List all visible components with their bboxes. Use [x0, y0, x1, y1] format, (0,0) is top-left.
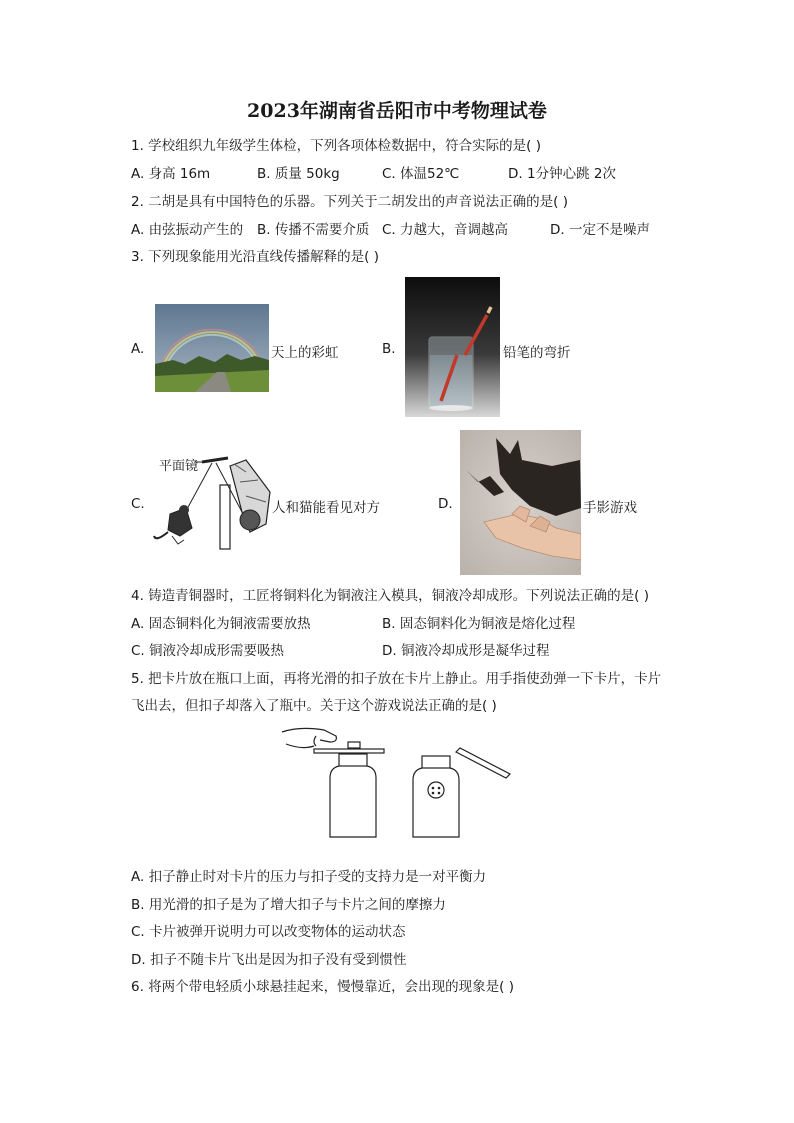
question-4-option-a: A. 固态铜料化为铜液需要放热	[131, 616, 311, 632]
page-title: 2023年湖南省岳阳市中考物理试卷	[247, 100, 547, 122]
question-2-option-c: C. 力越大，音调越高	[382, 222, 509, 238]
question-5-option-a: A. 扣子静止时对卡片的压力与扣子受的支持力是一对平衡力	[131, 869, 487, 885]
question-1-stem: 1. 学校组织九年级学生体检，下列各项体检数据中，符合实际的是( )	[131, 138, 541, 154]
question-3-option-a-caption: 天上的彩虹	[271, 345, 339, 361]
bottle-card-button-diagram	[280, 724, 515, 842]
question-1-option-c: C. 体温52℃	[382, 166, 460, 182]
question-5-option-d: D. 扣子不随卡片飞出是因为扣子没有受到惯性	[131, 952, 407, 968]
question-1-option-d: D. 1分钟心跳 2次	[508, 166, 616, 182]
question-3-option-d-caption: 手影游戏	[583, 500, 637, 516]
question-3-option-c-letter: C.	[131, 496, 145, 512]
question-3-stem: 3. 下列现象能用光沿直线传播解释的是( )	[131, 249, 379, 265]
question-2-option-b: B. 传播不需要介质	[257, 222, 370, 238]
question-5-stem-line-1: 5. 把卡片放在瓶口上面，再将光滑的扣子放在卡片上静止。用手指使劲弹一下卡片，卡片	[131, 671, 662, 687]
question-3-option-b-letter: B.	[382, 341, 396, 357]
mirror-person-cat-diagram	[150, 452, 275, 552]
question-5-stem-line-2: 飞出去，但扣子却落入了瓶中。关于这个游戏说法正确的是( )	[131, 698, 497, 714]
hand-shadow-photo	[460, 430, 581, 575]
question-5-option-c: C. 卡片被弹开说明力可以改变物体的运动状态	[131, 924, 406, 940]
rainbow-photo	[155, 304, 269, 392]
question-3-option-c-caption: 人和猫能看见对方	[272, 500, 380, 516]
question-4-option-b: B. 固态铜料化为铜液是熔化过程	[382, 616, 576, 632]
question-5-option-b: B. 用光滑的扣子是为了增大扣子与卡片之间的摩擦力	[131, 897, 446, 913]
question-2-option-d: D. 一定不是噪声	[550, 222, 650, 238]
question-4-option-c: C. 铜液冷却成形需要吸热	[131, 643, 285, 659]
question-3-option-b-caption: 铅笔的弯折	[503, 345, 571, 361]
question-2-option-a: A. 由弦振动产生的	[131, 222, 244, 238]
question-1-option-a: A. 身高 16m	[131, 166, 211, 182]
question-4-stem: 4. 铸造青铜器时，工匠将铜料化为铜液注入模具，铜液冷却成形。下列说法正确的是( )	[131, 588, 649, 604]
question-3-option-d-letter: D.	[438, 496, 453, 512]
question-3-option-a-letter: A.	[131, 341, 145, 357]
question-6-stem: 6. 将两个带电轻质小球悬挂起来，慢慢靠近，会出现的现象是( )	[131, 979, 514, 995]
question-2-stem: 2. 二胡是具有中国特色的乐器。下列关于二胡发出的声音说法正确的是( )	[131, 194, 568, 210]
question-4-option-d: D. 铜液冷却成形是凝华过程	[382, 643, 550, 659]
mirror-label: 平面镜	[159, 459, 199, 474]
pencil-glass-photo	[405, 277, 500, 417]
question-1-option-b: B. 质量 50kg	[257, 166, 340, 182]
